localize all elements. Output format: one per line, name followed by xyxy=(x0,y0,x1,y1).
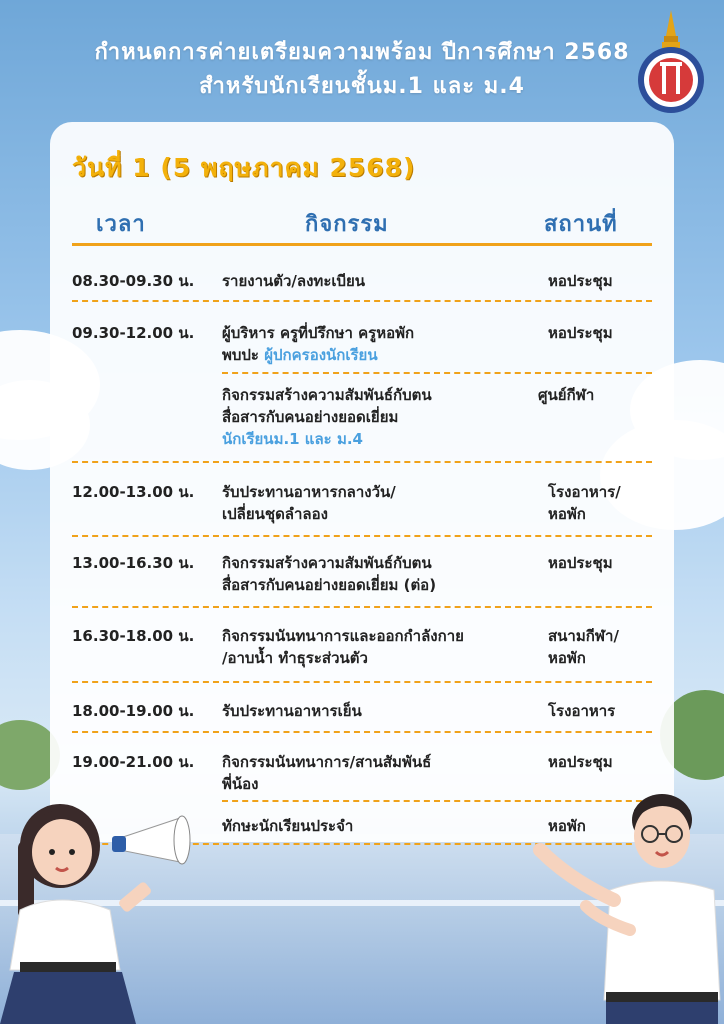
day-title: วันที่ 1 (5 พฤษภาคม 2568) xyxy=(72,153,416,182)
row-divider-sub xyxy=(222,372,652,374)
column-header-time: เวลา xyxy=(96,212,146,237)
row-activity-line2: เปลี่ยนชุดลำลอง xyxy=(222,505,328,523)
row-divider xyxy=(72,606,652,608)
school-emblem-icon xyxy=(634,8,708,116)
row-activity-highlight: นักเรียนม.1 และ ม.4 xyxy=(222,430,363,448)
row-place xyxy=(548,481,621,525)
row-divider xyxy=(72,681,652,683)
row-activity xyxy=(222,384,527,450)
row-activity xyxy=(222,625,527,669)
row-time: 09.30-12.00 น. xyxy=(72,324,195,342)
student-girl-illustration xyxy=(0,790,210,1024)
row-place: หอพัก xyxy=(548,817,586,835)
row-activity-line2: พี่น้อง xyxy=(222,775,259,793)
student-boy-illustration xyxy=(510,780,724,1024)
row-place-line2: หอพัก xyxy=(548,649,586,667)
row-place-line1: สนามกีฬา/ xyxy=(548,627,619,645)
row-activity xyxy=(222,481,527,525)
row-place xyxy=(548,625,619,669)
header-rule xyxy=(72,243,652,246)
row-place-line1: โรงอาหาร/ xyxy=(548,483,621,501)
row-activity: รายงานตัว/ลงทะเบียน xyxy=(222,272,366,290)
row-activity-line2 xyxy=(222,344,527,366)
row-activity-line1: กิจกรรมสร้างความสัมพันธ์กับตน xyxy=(222,386,432,404)
row-place: หอประชุม xyxy=(548,554,613,572)
row-place: หอประชุม xyxy=(548,272,613,290)
row-time: 19.00-21.00 น. xyxy=(72,753,195,771)
page-header xyxy=(0,36,724,104)
row-divider xyxy=(72,731,652,733)
row-place: ศูนย์กีฬา xyxy=(538,386,595,404)
row-activity-line1: กิจกรรมสร้างความสัมพันธ์กับตน xyxy=(222,554,432,572)
row-place-line2: หอพัก xyxy=(548,505,586,523)
row-place: โรงอาหาร xyxy=(548,702,616,720)
row-divider xyxy=(72,300,652,302)
megaphone-icon xyxy=(112,816,190,864)
row-time: 16.30-18.00 น. xyxy=(72,627,195,645)
row-activity: ทักษะนักเรียนประจำ xyxy=(222,817,354,835)
row-divider xyxy=(72,461,652,463)
column-header-activity: กิจกรรม xyxy=(305,212,389,237)
row-activity: รับประทานอาหารเย็น xyxy=(222,702,362,720)
row-activity-line1: กิจกรรมนันทนาการ/สานสัมพันธ์ xyxy=(222,753,432,771)
header-title-line2: สำหรับนักเรียนชั้นม.1 และ ม.4 xyxy=(199,74,525,99)
header-title-line1: กำหนดการค่ายเตรียมความพร้อม ปีการศึกษา 2568 xyxy=(94,40,630,65)
row-time: 08.30-09.30 น. xyxy=(72,272,195,290)
row-place: หอประชุม xyxy=(548,753,613,771)
row-activity-line1: ผู้บริหาร ครูที่ปรึกษา ครูหอพัก xyxy=(222,324,415,342)
row-activity-line1: กิจกรรมนันทนาการและออกกำลังกาย xyxy=(222,627,464,645)
row-time: 13.00-16.30 น. xyxy=(72,554,195,572)
row-time: 18.00-19.00 น. xyxy=(72,702,195,720)
column-header-place: สถานที่ xyxy=(544,212,618,237)
row-activity xyxy=(222,552,527,596)
row-time: 12.00-13.00 น. xyxy=(72,483,195,501)
row-activity xyxy=(222,322,527,366)
row-activity-line2-text: พบปะ xyxy=(222,346,265,364)
row-activity-line2: สื่อสารกับคนอย่างยอดเยี่ยม (ต่อ) xyxy=(222,576,437,594)
row-activity-line2: สื่อสารกับคนอย่างยอดเยี่ยม xyxy=(222,408,399,426)
row-place: หอประชุม xyxy=(548,324,613,342)
row-activity-line1: รับประทานอาหารกลางวัน/ xyxy=(222,483,396,501)
row-activity-highlight: ผู้ปกครองนักเรียน xyxy=(264,346,378,364)
row-divider xyxy=(72,535,652,537)
row-activity-line2: /อาบน้ำ ทำธุระส่วนตัว xyxy=(222,649,368,667)
row-activity xyxy=(222,751,527,795)
